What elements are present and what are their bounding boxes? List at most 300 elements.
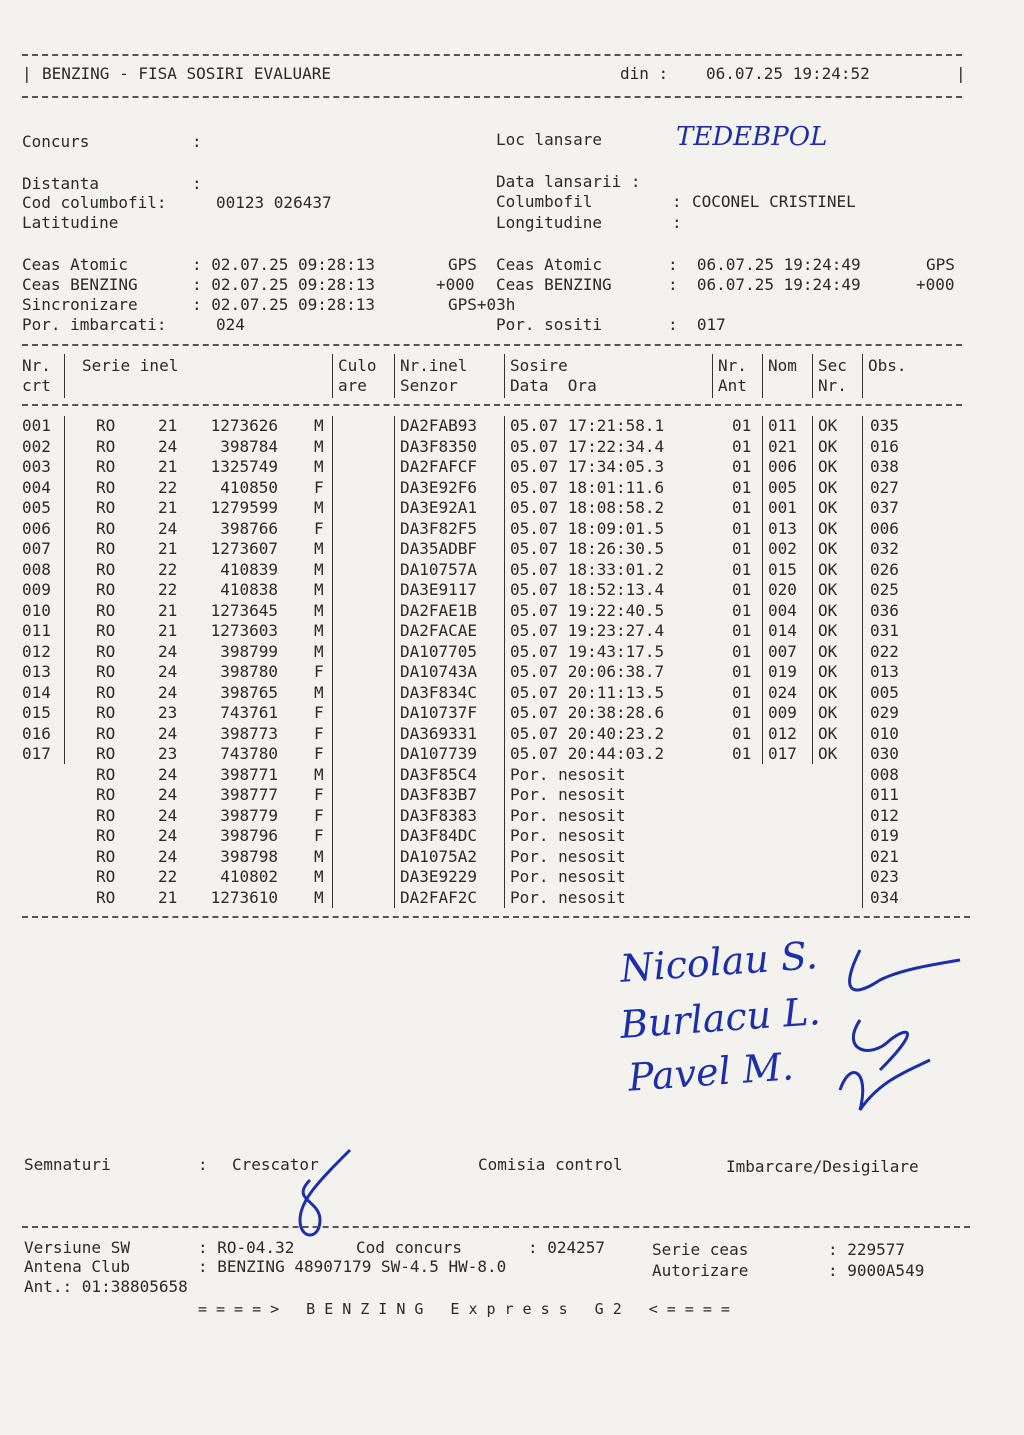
cell-sex: M bbox=[314, 621, 324, 640]
cell-obs: 027 bbox=[870, 477, 899, 497]
cell-ant: 01 bbox=[732, 723, 752, 743]
cell-nr-inel: 1273645 bbox=[210, 600, 278, 620]
benzing-banner: ====> BENZING Express G2 <==== bbox=[198, 1300, 739, 1318]
col-rule bbox=[862, 354, 863, 398]
cell-nr: 017 bbox=[22, 744, 51, 763]
autorizare-label: Autorizare bbox=[652, 1261, 749, 1280]
cell-sec: OK bbox=[818, 641, 838, 661]
cell-senzor: DA3F8383 bbox=[400, 805, 478, 825]
hdr-nrant2: Ant bbox=[718, 376, 747, 395]
cell-nr-inel: 398765 bbox=[220, 682, 278, 702]
por-imbarcati-label: Por. imbarcati: bbox=[22, 315, 167, 334]
cell-obs: 034 bbox=[870, 887, 899, 907]
cell-nr: 011 bbox=[22, 621, 51, 640]
cell-sex: F bbox=[314, 703, 324, 722]
cell-an: 24 bbox=[158, 518, 178, 538]
cell-nr-inel: 743761 bbox=[220, 703, 278, 722]
cell-an: 23 bbox=[158, 703, 178, 722]
cell-nr-inel: 398784 bbox=[220, 436, 278, 456]
ceas-atomic-label: Ceas Atomic bbox=[22, 255, 128, 274]
cell-obs: 016 bbox=[870, 436, 899, 456]
cell-ant: 01 bbox=[732, 703, 752, 722]
cell-nr: 015 bbox=[22, 703, 51, 722]
hdr-nr2: crt bbox=[22, 376, 51, 395]
cell-sex: M bbox=[314, 416, 324, 435]
cell-obs: 013 bbox=[870, 662, 899, 681]
cell-ant: 01 bbox=[732, 477, 752, 497]
gps03h-label: GPS+03h bbox=[448, 295, 516, 314]
cell-obs: 032 bbox=[870, 539, 899, 558]
cell-an: 24 bbox=[158, 805, 178, 825]
cell-obs: 035 bbox=[870, 416, 899, 435]
cell-an: 24 bbox=[158, 436, 178, 456]
cell-an: 22 bbox=[158, 580, 178, 599]
ceas-benzing-label: Ceas BENZING bbox=[22, 275, 138, 294]
hdr-sec2: Nr. bbox=[818, 376, 847, 395]
cell-nr-inel: 398777 bbox=[220, 785, 278, 804]
cell-sosire: 05.07 20:06:38.7 bbox=[510, 662, 665, 681]
cell-senzor: DA10743A bbox=[400, 662, 478, 681]
cell-sex: F bbox=[314, 785, 324, 804]
cell-nr-inel: 410839 bbox=[220, 559, 278, 579]
col-rule bbox=[812, 354, 813, 398]
distanta-sep: : bbox=[192, 174, 202, 193]
cell-an: 21 bbox=[158, 539, 178, 558]
ceas-atomic-start: : 02.07.25 09:28:13 bbox=[192, 255, 376, 274]
cell-tara: RO bbox=[96, 723, 116, 743]
cell-sec: OK bbox=[818, 559, 838, 579]
cell-obs: 011 bbox=[870, 785, 899, 804]
columbofil-sep: : bbox=[672, 192, 682, 211]
cell-senzor: DA3F82F5 bbox=[400, 518, 478, 538]
semnaturi-sep: : bbox=[198, 1155, 208, 1174]
cell-sex: M bbox=[314, 764, 324, 784]
cell-sosire: 05.07 18:09:01.5 bbox=[510, 518, 665, 538]
hdr-culo2: are bbox=[338, 376, 367, 395]
cell-an: 21 bbox=[158, 457, 178, 476]
cell-nom: 012 bbox=[768, 723, 797, 743]
cell-senzor: DA2FAF2C bbox=[400, 887, 478, 907]
antena-value: : BENZING 48907179 SW-4.5 HW-8.0 bbox=[198, 1257, 507, 1276]
cell-sec: OK bbox=[818, 662, 838, 681]
cell-nom: 006 bbox=[768, 457, 797, 476]
distanta-label: Distanta bbox=[22, 174, 100, 193]
columbofil-value: COCONEL CRISTINEL bbox=[692, 192, 856, 211]
cell-nr-inel: 398773 bbox=[220, 723, 278, 743]
por-imbarcati-value: 024 bbox=[216, 315, 245, 334]
cell-sex: M bbox=[314, 887, 324, 907]
cell-nr: 003 bbox=[22, 457, 51, 476]
cell-ant: 01 bbox=[732, 682, 752, 702]
cell-sosire: 05.07 20:38:28.6 bbox=[510, 703, 665, 722]
cell-an: 23 bbox=[158, 744, 178, 763]
cell-tara: RO bbox=[96, 805, 116, 825]
cell-ant: 01 bbox=[732, 559, 752, 579]
cell-nom: 005 bbox=[768, 477, 797, 497]
header-right-bar: | bbox=[956, 64, 966, 83]
cell-nr: 001 bbox=[22, 416, 51, 435]
ceas-benzing-start: : 02.07.25 09:28:13 bbox=[192, 275, 376, 294]
cell-senzor: DA35ADBF bbox=[400, 539, 478, 558]
cell-senzor: DA3E9117 bbox=[400, 580, 478, 599]
cell-senzor: DA369331 bbox=[400, 723, 478, 743]
cell-obs: 023 bbox=[870, 867, 899, 886]
cell-sex: F bbox=[314, 518, 324, 538]
cell-ant: 01 bbox=[732, 539, 752, 558]
cell-sec: OK bbox=[818, 436, 838, 456]
cell-ant: 01 bbox=[732, 416, 752, 435]
cell-ant: 01 bbox=[732, 641, 752, 661]
cell-obs: 008 bbox=[870, 764, 899, 784]
cell-obs: 021 bbox=[870, 846, 899, 866]
cell-an: 22 bbox=[158, 559, 178, 579]
cell-sex: M bbox=[314, 641, 324, 661]
din-value: 06.07.25 19:24:52 bbox=[706, 64, 870, 83]
cell-tara: RO bbox=[96, 662, 116, 681]
header-bottom-rule bbox=[22, 96, 962, 98]
columbofil-label: Columbofil bbox=[496, 192, 593, 211]
concurs-sep: : bbox=[192, 132, 202, 151]
table-bottom-rule bbox=[22, 916, 970, 918]
por-sositi-label: Por. sositi bbox=[496, 315, 602, 334]
plus000-end-label: +000 bbox=[916, 275, 955, 294]
hdr-sosire1: Sosire bbox=[510, 356, 568, 375]
cell-sec: OK bbox=[818, 518, 838, 538]
cell-sex: F bbox=[314, 477, 324, 497]
hdr-obs: Obs. bbox=[868, 356, 907, 375]
cell-obs: 030 bbox=[870, 744, 899, 763]
cell-senzor: DA107705 bbox=[400, 641, 478, 661]
cell-ant: 01 bbox=[732, 621, 752, 640]
semnaturi-label: Semnaturi bbox=[24, 1155, 111, 1174]
cell-senzor: DA3F83B7 bbox=[400, 785, 478, 804]
cod-concurs-value: : 024257 bbox=[528, 1238, 606, 1257]
hdr-sosire2: Data Ora bbox=[510, 376, 597, 395]
cell-an: 21 bbox=[158, 621, 178, 640]
cell-nom: 015 bbox=[768, 559, 797, 579]
cell-nom: 017 bbox=[768, 744, 797, 763]
header-sep-rule bbox=[22, 404, 962, 406]
cell-sex: F bbox=[314, 723, 324, 743]
cell-sex: M bbox=[314, 580, 324, 599]
cod-columbofil-value: 00123 026437 bbox=[216, 193, 332, 212]
gps-end-label: GPS bbox=[926, 255, 955, 274]
cod-columbofil-label: Cod columbofil: bbox=[22, 193, 167, 212]
cell-sosire: 05.07 20:40:23.2 bbox=[510, 723, 665, 743]
cell-tara: RO bbox=[96, 477, 116, 497]
cell-senzor: DA107739 bbox=[400, 744, 478, 763]
plus000-label: +000 bbox=[436, 275, 475, 294]
versiune-value: : RO-04.32 bbox=[198, 1238, 295, 1257]
cell-nr: 008 bbox=[22, 559, 51, 579]
cell-sex: M bbox=[314, 600, 324, 620]
loc-lansare-value: TEDEBPOL bbox=[676, 122, 828, 152]
cell-tara: RO bbox=[96, 846, 116, 866]
cell-an: 24 bbox=[158, 764, 178, 784]
cell-tara: RO bbox=[96, 498, 116, 517]
cod-concurs-label: Cod concurs bbox=[356, 1238, 462, 1257]
cell-sex: M bbox=[314, 436, 324, 456]
cell-sosire: Por. nesosit bbox=[510, 764, 626, 784]
cell-obs: 036 bbox=[870, 600, 899, 620]
cell-sosire: 05.07 20:11:13.5 bbox=[510, 682, 665, 702]
cell-nr-inel: 398766 bbox=[220, 518, 278, 538]
cell-sec: OK bbox=[818, 416, 838, 435]
sincronizare-label: Sincronizare bbox=[22, 295, 138, 314]
cell-nom: 009 bbox=[768, 703, 797, 722]
cell-senzor: DA3F84DC bbox=[400, 826, 478, 845]
cell-tara: RO bbox=[96, 785, 116, 804]
cell-nom: 004 bbox=[768, 600, 797, 620]
cell-nom: 019 bbox=[768, 662, 797, 681]
cell-sosire: 05.07 19:43:17.5 bbox=[510, 641, 665, 661]
longitudine-sep: : bbox=[672, 213, 682, 232]
cell-ant: 01 bbox=[732, 662, 752, 681]
cell-an: 24 bbox=[158, 826, 178, 845]
cell-nr: 014 bbox=[22, 682, 51, 702]
cell-sec: OK bbox=[818, 621, 838, 640]
cell-tara: RO bbox=[96, 682, 116, 702]
cell-obs: 025 bbox=[870, 580, 899, 599]
por-sositi-value: : 017 bbox=[668, 315, 726, 334]
longitudine-label: Longitudine bbox=[496, 213, 602, 232]
cell-sex: F bbox=[314, 826, 324, 845]
cell-sosire: Por. nesosit bbox=[510, 785, 626, 804]
cell-tara: RO bbox=[96, 621, 116, 640]
crescator-signature-mark bbox=[280, 1140, 360, 1250]
cell-sosire: 05.07 18:26:30.5 bbox=[510, 539, 665, 558]
table-top-rule bbox=[22, 344, 962, 346]
col-rule bbox=[504, 354, 505, 398]
cell-an: 21 bbox=[158, 600, 178, 620]
hdr-nrinel1: Nr.inel bbox=[400, 356, 468, 375]
versiune-label: Versiune SW bbox=[24, 1238, 130, 1257]
cell-sosire: 05.07 18:01:11.6 bbox=[510, 477, 665, 497]
cell-nom: 014 bbox=[768, 621, 797, 640]
cell-obs: 006 bbox=[870, 518, 899, 538]
hdr-nrinel2: Senzor bbox=[400, 376, 458, 395]
cell-obs: 038 bbox=[870, 457, 899, 476]
ceas-benzing-end-label: Ceas BENZING bbox=[496, 275, 612, 294]
cell-an: 24 bbox=[158, 682, 178, 702]
cell-sosire: Por. nesosit bbox=[510, 846, 626, 866]
cell-senzor: DA1075A2 bbox=[400, 846, 478, 866]
cell-an: 24 bbox=[158, 785, 178, 804]
cell-senzor: DA3E92A1 bbox=[400, 498, 478, 517]
cell-an: 24 bbox=[158, 662, 178, 681]
cell-sex: M bbox=[314, 867, 324, 886]
cell-tara: RO bbox=[96, 887, 116, 907]
cell-sec: OK bbox=[818, 682, 838, 702]
cell-sex: M bbox=[314, 457, 324, 476]
cell-nr-inel: 1273603 bbox=[210, 621, 278, 640]
hdr-nr1: Nr. bbox=[22, 356, 51, 375]
cell-senzor: DA10737F bbox=[400, 703, 478, 722]
cell-nr-inel: 398780 bbox=[220, 662, 278, 681]
cell-sosire: 05.07 18:08:58.2 bbox=[510, 498, 665, 517]
cell-nr-inel: 410838 bbox=[220, 580, 278, 599]
imbarcare-label: Imbarcare/Desigilare bbox=[726, 1157, 919, 1176]
cell-tara: RO bbox=[96, 580, 116, 599]
cell-tara: RO bbox=[96, 539, 116, 558]
autorizare-value: : 9000A549 bbox=[828, 1261, 925, 1280]
col-rule bbox=[64, 354, 65, 398]
hdr-serie: Serie inel bbox=[82, 356, 179, 375]
cell-nr: 013 bbox=[22, 662, 51, 681]
col-rule bbox=[812, 416, 813, 764]
cell-nr: 002 bbox=[22, 436, 51, 456]
cell-an: 24 bbox=[158, 723, 178, 743]
sheet-title: BENZING - FISA SOSIRI EVALUARE bbox=[42, 64, 331, 83]
cell-nr-inel: 398799 bbox=[220, 641, 278, 661]
cell-senzor: DA3E92F6 bbox=[400, 477, 478, 497]
cell-sosire: Por. nesosit bbox=[510, 805, 626, 825]
cell-senzor: DA2FAE1B bbox=[400, 600, 478, 620]
latitudine-label: Latitudine bbox=[22, 213, 119, 232]
cell-an: 24 bbox=[158, 846, 178, 866]
col-rule bbox=[394, 416, 395, 908]
ceas-atomic-end-label: Ceas Atomic bbox=[496, 255, 602, 274]
hdr-sec1: Sec bbox=[818, 356, 847, 375]
cell-ant: 01 bbox=[732, 518, 752, 538]
cell-sec: OK bbox=[818, 539, 838, 558]
cell-nr-inel: 743780 bbox=[220, 744, 278, 763]
cell-sex: F bbox=[314, 662, 324, 681]
cell-obs: 019 bbox=[870, 826, 899, 845]
cell-sec: OK bbox=[818, 600, 838, 620]
cell-ant: 01 bbox=[732, 436, 752, 456]
sincronizare-value: : 02.07.25 09:28:13 bbox=[192, 295, 376, 314]
loc-lansare-label: Loc lansare bbox=[496, 130, 602, 149]
cell-obs: 005 bbox=[870, 682, 899, 702]
cell-nr-inel: 1325749 bbox=[210, 457, 278, 476]
cell-tara: RO bbox=[96, 559, 116, 579]
cell-nr-inel: 398796 bbox=[220, 826, 278, 845]
cell-tara: RO bbox=[96, 457, 116, 476]
ceas-benzing-end: : 06.07.25 19:24:49 bbox=[668, 275, 861, 294]
cell-tara: RO bbox=[96, 826, 116, 845]
cell-sex: F bbox=[314, 744, 324, 763]
comisia-label: Comisia control bbox=[478, 1155, 623, 1174]
cell-nr-inel: 1273607 bbox=[210, 539, 278, 558]
cell-sex: M bbox=[314, 539, 324, 558]
cell-nr-inel: 410850 bbox=[220, 477, 278, 497]
cell-sec: OK bbox=[818, 723, 838, 743]
col-rule bbox=[762, 354, 763, 398]
cell-nom: 021 bbox=[768, 436, 797, 456]
cell-ant: 01 bbox=[732, 457, 752, 476]
cell-nr-inel: 1279599 bbox=[210, 498, 278, 517]
cell-nr-inel: 398771 bbox=[220, 764, 278, 784]
col-rule bbox=[332, 354, 333, 398]
handwritten-signature-2: Burlacu L. bbox=[618, 989, 822, 1047]
cell-an: 22 bbox=[158, 477, 178, 497]
cell-tara: RO bbox=[96, 744, 116, 763]
cell-senzor: DA3F8350 bbox=[400, 436, 478, 456]
handwritten-signature-3: Pavel M. bbox=[626, 1044, 796, 1100]
cell-sosire: 05.07 19:23:27.4 bbox=[510, 621, 665, 640]
cell-tara: RO bbox=[96, 764, 116, 784]
cell-nr-inel: 398798 bbox=[220, 846, 278, 866]
cell-nom: 007 bbox=[768, 641, 797, 661]
cell-sosire: 05.07 17:34:05.3 bbox=[510, 457, 665, 476]
cell-senzor: DA2FACAE bbox=[400, 621, 478, 640]
cell-ant: 01 bbox=[732, 744, 752, 763]
header-left-bar: | bbox=[22, 64, 32, 83]
col-rule bbox=[332, 416, 333, 908]
cell-sex: M bbox=[314, 498, 324, 517]
cell-nom: 020 bbox=[768, 580, 797, 599]
cell-sec: OK bbox=[818, 580, 838, 599]
cell-nom: 013 bbox=[768, 518, 797, 538]
cell-tara: RO bbox=[96, 416, 116, 435]
data-lansarii-label: Data lansarii : bbox=[496, 172, 641, 191]
cell-an: 22 bbox=[158, 867, 178, 886]
cell-nr: 005 bbox=[22, 498, 51, 517]
cell-sosire: 05.07 19:22:40.5 bbox=[510, 600, 665, 620]
signature-flourish bbox=[820, 930, 980, 1130]
hdr-culo1: Culo bbox=[338, 356, 377, 375]
top-dashed-rule bbox=[22, 54, 962, 56]
cell-obs: 026 bbox=[870, 559, 899, 579]
cell-sosire: 05.07 18:52:13.4 bbox=[510, 580, 665, 599]
hdr-nrant1: Nr. bbox=[718, 356, 747, 375]
cell-sex: M bbox=[314, 559, 324, 579]
cell-nr-inel: 398779 bbox=[220, 805, 278, 825]
cell-obs: 010 bbox=[870, 723, 899, 743]
cell-nr: 004 bbox=[22, 477, 51, 497]
cell-sosire: Por. nesosit bbox=[510, 867, 626, 886]
cell-nr-inel: 1273610 bbox=[210, 887, 278, 907]
cell-sec: OK bbox=[818, 703, 838, 722]
col-rule bbox=[862, 416, 863, 908]
cell-sosire: 05.07 17:22:34.4 bbox=[510, 436, 665, 456]
crescator-label: Crescator bbox=[232, 1155, 319, 1174]
cell-ant: 01 bbox=[732, 580, 752, 599]
col-rule bbox=[762, 416, 763, 764]
cell-an: 21 bbox=[158, 498, 178, 517]
concurs-label: Concurs bbox=[22, 132, 90, 151]
cell-nom: 002 bbox=[768, 539, 797, 558]
cell-senzor: DA3F85C4 bbox=[400, 764, 478, 784]
cell-nr: 007 bbox=[22, 539, 51, 558]
serie-ceas-value: : 229577 bbox=[828, 1240, 906, 1259]
cell-nr: 009 bbox=[22, 580, 51, 599]
hdr-nom: Nom bbox=[768, 356, 797, 375]
cell-obs: 022 bbox=[870, 641, 899, 661]
cell-sosire: Por. nesosit bbox=[510, 887, 626, 907]
cell-sec: OK bbox=[818, 457, 838, 476]
cell-sex: F bbox=[314, 805, 324, 825]
din-label: din : bbox=[620, 64, 669, 83]
cell-nr: 016 bbox=[22, 723, 51, 743]
cell-senzor: DA2FAB93 bbox=[400, 416, 478, 435]
cell-ant: 01 bbox=[732, 600, 752, 620]
cell-obs: 029 bbox=[870, 703, 899, 722]
cell-ant: 01 bbox=[732, 498, 752, 517]
col-rule bbox=[504, 416, 505, 908]
cell-senzor: DA3E9229 bbox=[400, 867, 478, 886]
cell-senzor: DA2FAFCF bbox=[400, 457, 478, 476]
cell-senzor: DA3F834C bbox=[400, 682, 478, 702]
col-rule bbox=[64, 416, 65, 764]
cell-senzor: DA10757A bbox=[400, 559, 478, 579]
cell-tara: RO bbox=[96, 867, 116, 886]
cell-obs: 012 bbox=[870, 805, 899, 825]
cell-sosire: 05.07 20:44:03.2 bbox=[510, 744, 665, 763]
cell-an: 21 bbox=[158, 887, 178, 907]
cell-nom: 024 bbox=[768, 682, 797, 702]
